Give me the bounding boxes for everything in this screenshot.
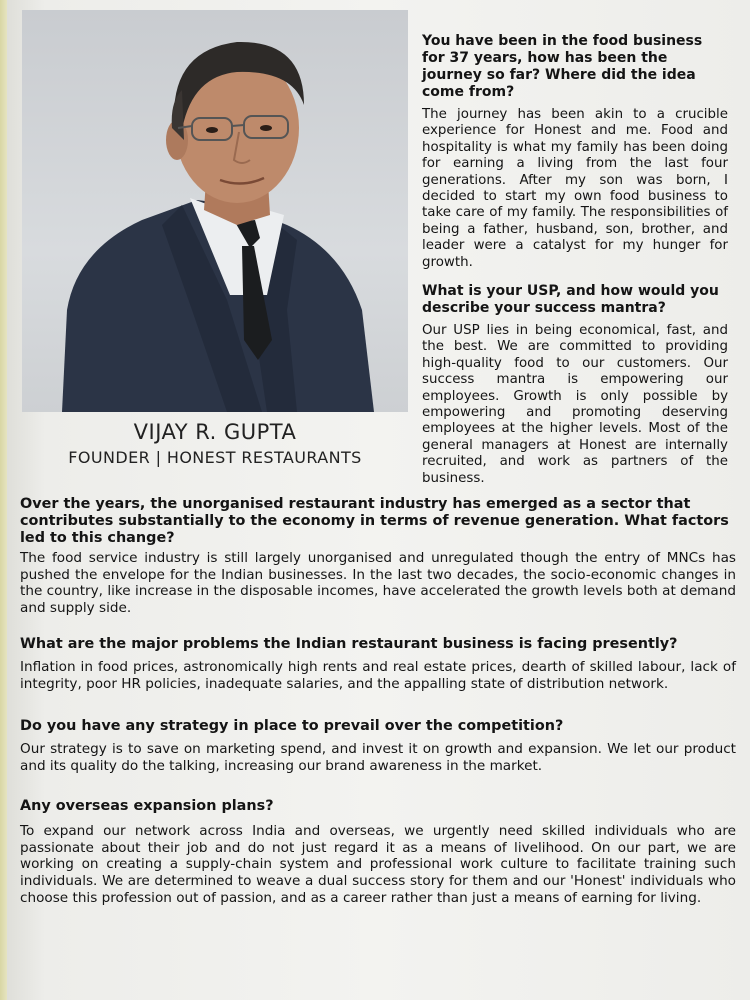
qa-block-problems: [20, 636, 736, 692]
founder-name: VIJAY R. GUPTA: [133, 420, 297, 444]
founder-role: FOUNDER | HONEST RESTAURANTS: [68, 448, 362, 467]
answer-journey: The journey has been akin to a crucible experience for Honest and me. Food and hospitality is what my family has been doing for earning a living from the last four generations. After my son was born, I decided to start my own food business to take care of my family. The responsibilities of being a father, husband, son, brother, and leader were a catalyst for my hunger for growth.: [422, 107, 728, 270]
qa-block-usp: [422, 283, 728, 487]
question-problems: What are the major problems the Indian restaurant business is facing presently?: [20, 636, 678, 652]
qa-block-journey: [422, 33, 728, 271]
question-strategy: Do you have any strategy in place to prevail over the competition?: [20, 718, 564, 734]
question-overseas: Any overseas expansion plans?: [20, 798, 274, 814]
answer-overseas: To expand our network across India and overseas, we urgently need skilled individuals who are passionate about their job and do not just regard it as a means of livelihood. On our part, we are working on creating a supply-chain system and professional work culture to facilitate training such individuals. We are determined to weave a dual success story for them and our 'Honest' individuals who choose this profession out of passion, and as a career rather than just a means of earning for living.: [20, 823, 736, 906]
page-edge-strip: [0, 0, 7, 1000]
answer-usp: Our USP lies in being economical, fast, and the best. We are committed to providing high-quality food to our customers. Our success mantra is empowering our employees. Growth is only possible by empowering and promoting deserving employees at the higher levels. Most of the general managers at Honest are internally recruited, and work as partners of the business.: [422, 323, 728, 486]
answer-problems: Inflation in food prices, astronomically high rents and real estate prices, dearth of skilled labour, lack of integrity, poor HR policies, inadequate salaries, and the appalling state of distribution network.: [20, 659, 736, 692]
founder-portrait-photo: [22, 10, 408, 412]
qa-block-strategy: [20, 718, 736, 774]
answer-industry: The food service industry is still largely unorganised and unregulated though the entry of MNCs has pushed the envelope for the Indian businesses. In the last two decades, the socio-economic changes in the country, like increase in the disposable incomes, have accelerated the growth levels both at demand and supply side.: [20, 550, 736, 617]
portrait-illustration: [22, 10, 408, 412]
answer-strategy: Our strategy is to save on marketing spend, and invest it on growth and expansion. We let our product and its quality do the talking, increasing our brand awareness in the market.: [20, 741, 736, 774]
question-journey: You have been in the food business for 37 years, how has been the journey so far? Where did the idea come from?: [422, 33, 703, 100]
qa-block-industry: [20, 496, 736, 617]
question-industry: Over the years, the unorganised restaurant industry has emerged as a sector that contributes substantially to the economy in terms of revenue generation. What factors led to this change?: [20, 496, 729, 546]
question-usp: What is your USP, and how would you describe your success mantra?: [422, 283, 719, 316]
qa-block-overseas: [20, 798, 736, 907]
